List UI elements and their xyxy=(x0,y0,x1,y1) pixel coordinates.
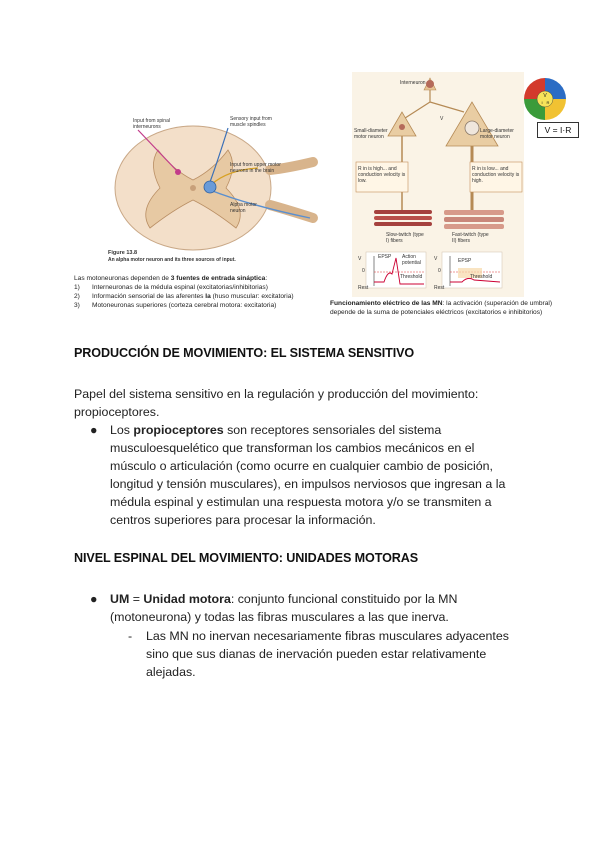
label-vm-right: V xyxy=(434,256,438,262)
label-vin: V xyxy=(440,116,444,122)
ohm-law-wheel xyxy=(522,76,568,122)
dash-icon: - xyxy=(128,629,133,643)
spinal-cord-figure xyxy=(98,110,328,270)
caption-item: 2) Información sensorial de las aferentes Ia (huso muscular: excitatoria) xyxy=(74,293,294,300)
large-neuron-box: R in is low... and conduction velocity is high. xyxy=(472,166,520,184)
fast-twitch-fibers-icon xyxy=(444,210,504,229)
spinal-cord-illustration xyxy=(98,110,328,260)
label-epsp-left: EPSP xyxy=(378,254,392,260)
bullet-icon: ● xyxy=(90,592,98,606)
section2-subbullet: - Las MN no inervan necesariamente fibras musculares adyacentes sino que sus dianas de inervación pueden estar relativamente alejadas. xyxy=(128,629,509,679)
caption-item: 3) Motoneuronas superiores (corteza cerebral motora: excitatoria) xyxy=(74,302,277,309)
label-alpha-motor: Alpha motor neuron xyxy=(230,202,257,214)
section-heading-sensitivo: PRODUCCIÓN DE MOVIMIENTO: EL SISTEMA SENSITIVO xyxy=(74,346,415,360)
caption-intro: Las motoneuronas dependen de 3 fuentes de entrada sináptica: xyxy=(74,275,268,282)
ohm-wheel-v: V xyxy=(543,93,547,99)
section-heading-unidades-motoras: NIVEL ESPINAL DEL MOVIMIENTO: UNIDADES MOTORAS xyxy=(74,551,419,565)
label-sensory-input: Sensory input from muscle spindles xyxy=(230,116,272,128)
label-slow-fibers: Slow-twitch (type I) fibers xyxy=(386,232,424,244)
motor-neuron-illustration xyxy=(352,72,524,297)
small-neuron-box: R in is high... and conduction velocity is low. xyxy=(358,166,406,184)
section1-bullet: ● Los propioceptores son receptores sensoriales del sistema musculoesquelético que transforman los cambios mecánicos en el músculo o articulación (como ocurre en cualquier cambio de posición, longitud y tensión musculares), en impulsos nerviosos que ingresan a la médula espinal y estimulan una respuesta motora y/o se transmiten a centros superiores para procesar la información. xyxy=(90,423,506,527)
caption-item: 1) Interneuronas de la médula espinal (excitatorias/inhibitorias) xyxy=(74,284,268,291)
right-figure-caption: Funcionamiento eléctrico de las MN: la activación (superación de umbral) depende de la suma de potenciales eléctricos (excitatorios e inhibitorios) xyxy=(330,300,553,316)
label-interneuron: Interneuron xyxy=(400,80,426,86)
label-threshold-left: Threshold xyxy=(400,274,423,280)
label-zero-left: 0 xyxy=(362,268,365,274)
label-zero-right: 0 xyxy=(438,268,441,274)
figure-title: An alpha motor neuron and its three sources of input. xyxy=(108,257,236,263)
alpha-motor-neuron-icon xyxy=(204,181,216,193)
label-fast-fibers: Fast-twitch (type II) fibers xyxy=(452,232,489,244)
ohm-law-box: V = I·R xyxy=(537,122,579,138)
label-epsp-right: EPSP xyxy=(458,258,472,264)
label-input-spinal: Input from spinal interneurons xyxy=(133,118,170,130)
label-action-potential: Action potential xyxy=(402,254,421,266)
left-figure-caption xyxy=(74,274,324,310)
label-large-neuron: Large-diameter motor neuron xyxy=(480,128,514,140)
label-rest-right: Rest xyxy=(434,285,445,291)
bullet-icon: ● xyxy=(90,423,98,437)
section2-bullet: ● UM = Unidad motora: conjunto funcional constituido por la MN (motoneurona) y todas las fibras musculares a las que inerva. xyxy=(90,592,458,624)
label-vm-left: V xyxy=(358,256,362,262)
section1-intro: Papel del sistema sensitivo en la regulación y producción del movimiento: propioceptores. xyxy=(74,387,479,419)
label-small-neuron: Small-diameter motor neuron xyxy=(354,128,388,140)
slow-twitch-fibers-icon xyxy=(374,210,432,226)
ohm-wheel-r: R xyxy=(546,100,550,105)
figure-number: Figure 13.8 xyxy=(108,250,138,256)
label-rest-left: Rest xyxy=(358,285,369,291)
ohm-wheel-i: I xyxy=(541,100,543,105)
motor-neuron-figure xyxy=(352,72,524,297)
ohm-wheel-icon xyxy=(522,76,568,122)
label-upper-motor: Input from upper motor neurons in the brain xyxy=(230,162,281,174)
label-threshold-right: Threshold xyxy=(470,274,493,280)
